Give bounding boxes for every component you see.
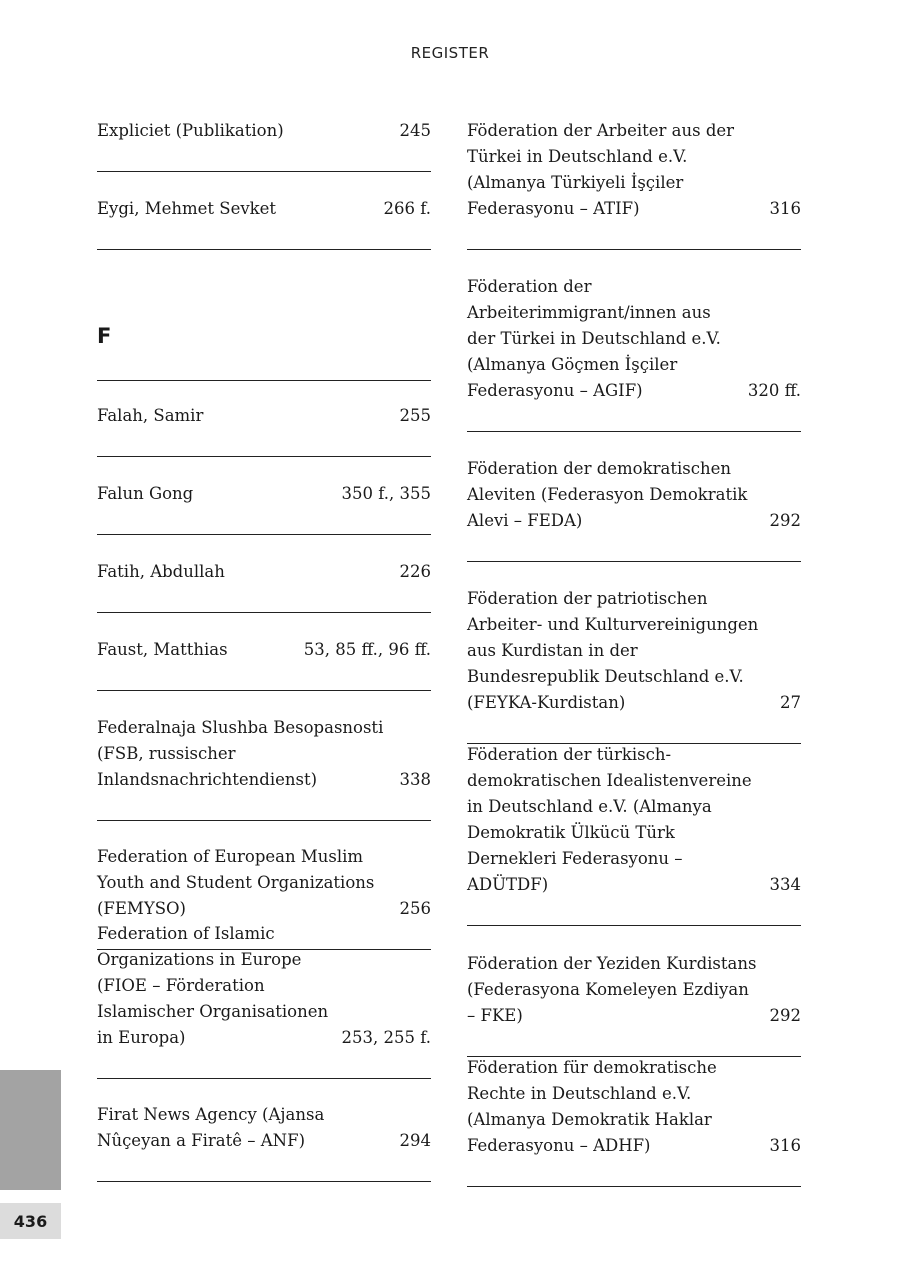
entry-pages: 350 f., 355 (341, 484, 431, 503)
index-entry (467, 1057, 801, 1187)
index-entry (467, 926, 801, 1057)
index-entry (467, 432, 801, 562)
entry-name: Föderation der patriotischen Arbeiter- und Kulturvereinigungen aus Kurdistan in der Bundesrepublik Deutschland e.V. (FEYKA-Kurdistan) (467, 589, 759, 712)
index-entry (97, 1079, 431, 1182)
entry-pages: 27 (780, 693, 801, 712)
index-entry (97, 924, 431, 1079)
entry-name: Föderation der türkisch-demokratischen Idealistenvereine in Deutschland e.V. (Almanya Demokratik Ülkücü Türk Dernekleri Federasyonu – ADÜTDF) (467, 745, 752, 894)
entry-name: Föderation der Arbeiter aus der Türkei in Deutschland e.V. (Almanya Türkiyeli İşçiler Federasyonu – ATIF) (467, 121, 735, 218)
entry-pages: 226 (399, 562, 431, 581)
section-letter-row (97, 250, 431, 381)
page-header: REGISTER (410, 44, 490, 62)
entry-name: Föderation der demokratischen Aleviten (Federasyon Demokratik Alevi – FEDA) (467, 459, 748, 530)
entry-name: Faust, Matthias (97, 640, 228, 659)
entry-pages: 316 (769, 199, 801, 218)
entry-name: Federation of Islamic Organizations in Europe (FIOE – Förderation Islamischer Organisationen in Europa) (97, 924, 329, 1047)
index-entry (97, 457, 431, 535)
entry-name: Föderation der Arbeiterimmigrant/innen aus der Türkei in Deutschland e.V. (Almanya Göçmen İşçiler Federasyonu – AGIF) (467, 277, 721, 400)
entry-pages: 255 (399, 406, 431, 425)
page-number: 436 (0, 1203, 61, 1239)
section-thumb-tab (0, 1070, 61, 1190)
section-letter: F (97, 324, 112, 348)
index-entry (467, 92, 801, 250)
entry-name: Fatih, Abdullah (97, 562, 225, 581)
index-entry (97, 613, 431, 691)
entry-pages: 320 ff. (747, 381, 801, 400)
entry-pages: 292 (769, 511, 801, 530)
entry-name: Firat News Agency (Ajansa Nûçeyan a Firatê – ANF) (97, 1105, 325, 1150)
index-entry (97, 92, 431, 172)
entry-name: Föderation der Yeziden Kurdistans (Federasyona Komeleyen Ezdiyan – FKE) (467, 954, 757, 1025)
index-column-right (467, 92, 801, 1187)
index-entry (97, 535, 431, 613)
index-entry (97, 172, 431, 250)
entry-pages: 253, 255 f. (341, 1028, 431, 1047)
index-entry (97, 381, 431, 457)
index-entry (97, 691, 431, 821)
entry-pages: 338 (399, 770, 431, 789)
index-column-left (97, 92, 431, 1182)
entry-pages: 316 (769, 1136, 801, 1155)
index-entry (467, 744, 801, 926)
index-entry (467, 562, 801, 744)
entry-pages: 256 (399, 899, 431, 918)
entry-name: Eygi, Mehmet Sevket (97, 199, 277, 218)
entry-name: Föderation für demokratische Rechte in Deutschland e.V. (Almanya Demokratik Haklar Federasyonu – ADHF) (467, 1058, 717, 1155)
entry-pages: 266 f. (383, 199, 431, 218)
entry-pages: 334 (769, 875, 801, 894)
entry-pages: 292 (769, 1006, 801, 1025)
entry-name: Falah, Samir (97, 406, 204, 425)
entry-pages: 245 (399, 121, 431, 140)
entry-name: Falun Gong (97, 484, 194, 503)
entry-pages: 294 (399, 1131, 431, 1150)
entry-name: Federalnaja Slushba Besopasnosti (FSB, russischer Inlandsnachrichtendienst) (97, 718, 384, 789)
entry-name: Expliciet (Publikation) (97, 121, 284, 140)
index-entry (467, 250, 801, 432)
entry-pages: 53, 85 ff., 96 ff. (303, 640, 431, 659)
entry-name: Federation of European Muslim Youth and Student Organizations (FEMYSO) (97, 847, 375, 918)
